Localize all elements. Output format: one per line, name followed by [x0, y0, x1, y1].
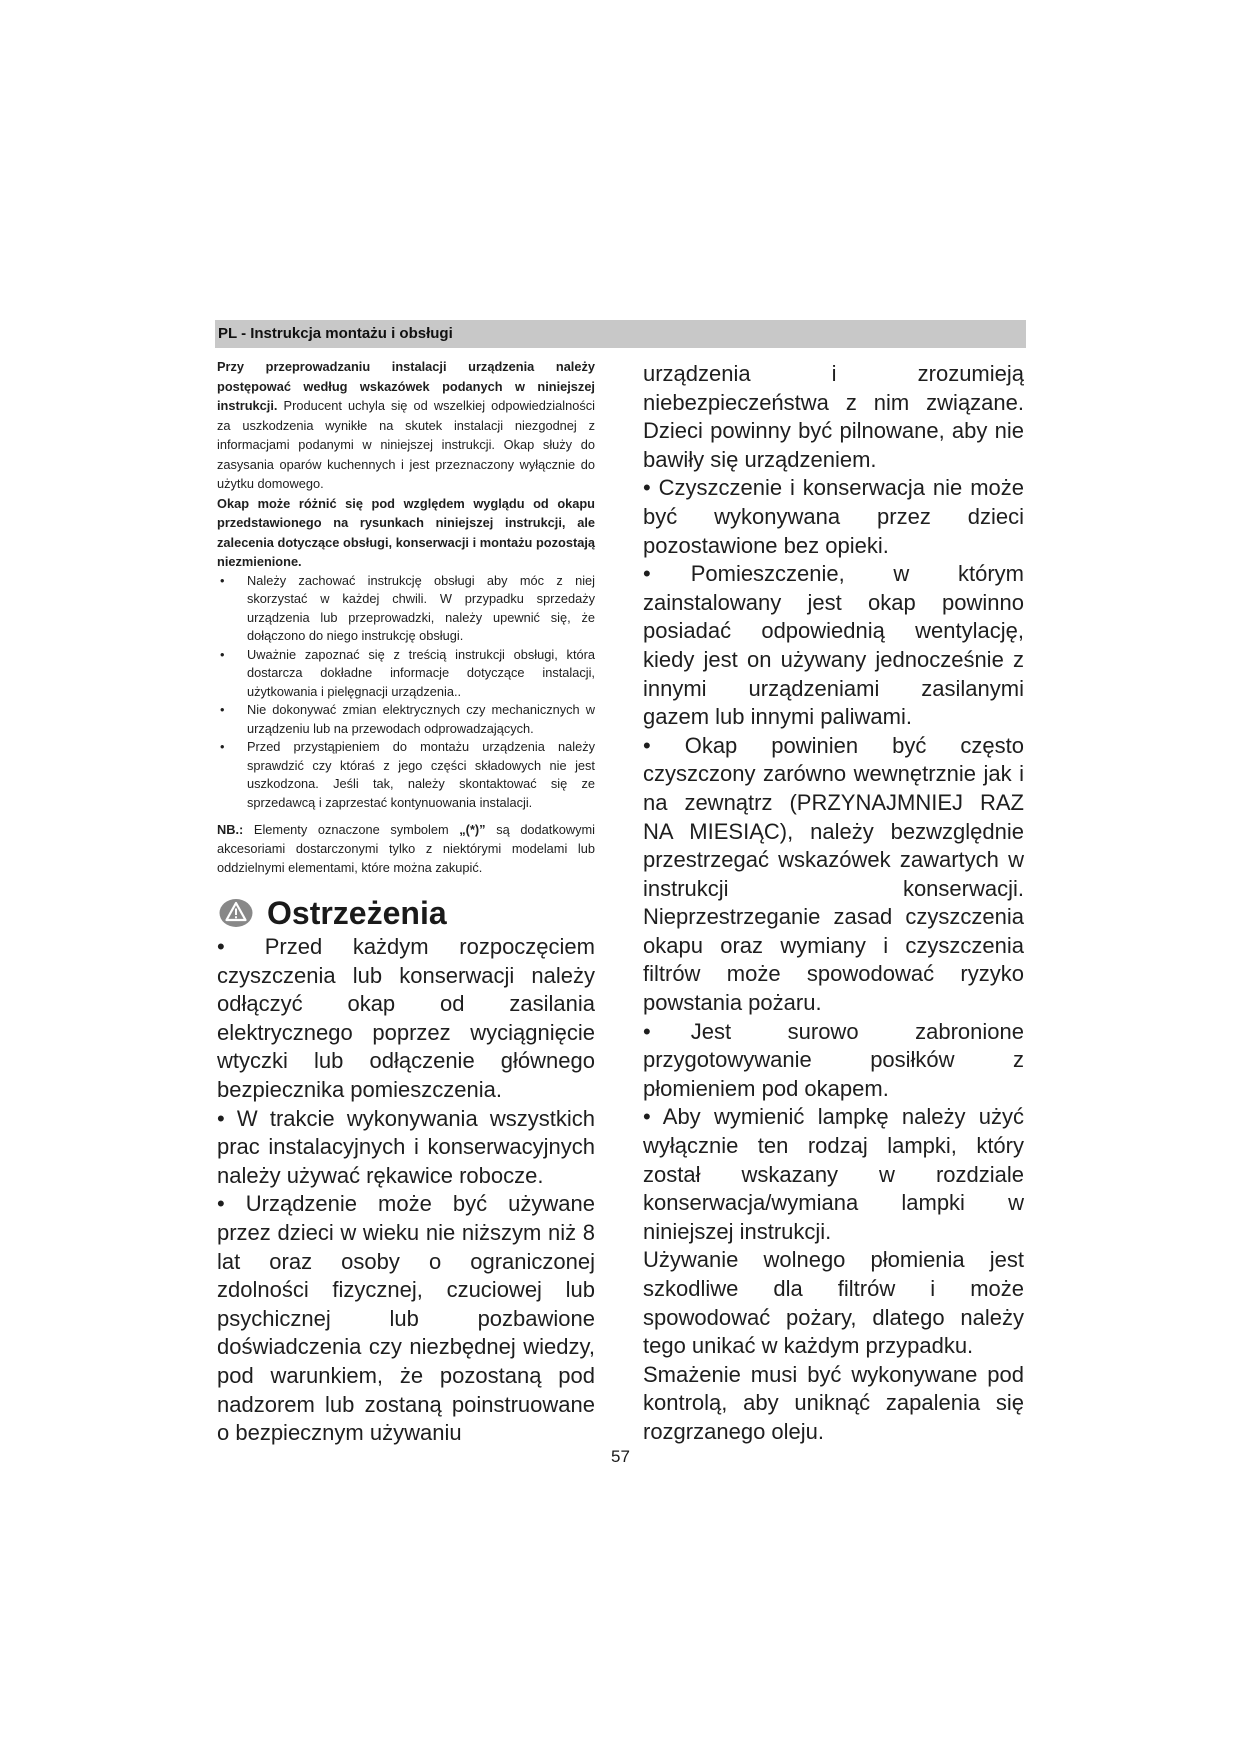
warning-paragraph: Używanie wolnego płomienia jest szkodliwe dla filtrów i może spowodować pożary, dlatego należy tego unikać w każdym przypadku.: [643, 1247, 1024, 1359]
page-number: 57: [611, 1447, 630, 1466]
right-column: [643, 360, 1024, 1447]
warning-paragraph: Smażenie musi być wykonywane pod kontrolą, aby uniknąć zapalenia się rozgrzanego oleju.: [643, 1361, 1024, 1444]
nb-note: NB.: Elementy oznaczone symbolem „(*)” są dodatkowymi akcesoriami dostarczonymi tylko z niektórymi modelami lub oddzielnymi elementami, które można zakupić.: [217, 822, 595, 875]
bullet-glyph: •: [220, 702, 225, 717]
bullet-glyph: •: [220, 646, 225, 662]
nb-label: NB.:: [217, 822, 244, 837]
bullet-glyph: •: [217, 934, 225, 959]
warnings-right-text: [643, 360, 1024, 1447]
list-item: • Przed przystąpieniem do montażu urządzenia należy sprawdzić czy któraś z jego części składowych nie jest uszkodzona. Jeśli tak, należy skontaktować się ze sprzedawcą i zaprzestać kontynuowania instalacji.: [220, 739, 595, 810]
intro-rest: Producent uchyla się od wszelkiej odpowiedzialności za uszkodzenia wynikłe na skutek instalacji niezgodnej z informacjami podanymi w niniejszej instrukcji. Okap służy do zasysania oparów kuchennych i jest przeznaczony wyłącznie do użytku domowego.: [217, 398, 595, 491]
bullet-glyph: •: [220, 739, 225, 754]
intro-paragraph: [217, 357, 595, 494]
warning-paragraph: • Urządzenie może być używane przez dzieci w wieku nie niższym niż 8 lat oraz osoby o ograniczonej zdolności fizycznej, czuciowej lub psychicznej lub pozbawione doświadczenia czy niezbędnej wiedzy, pod warunkiem, że pozostaną pod nadzorem lub zostaną poinstruowane o bezpiecznym używaniu: [217, 1191, 595, 1446]
warning-paragraph: • Pomieszczenie, w którym zainstalowany jest okap powinno posiadać odpowiednią wentylację, kiedy jest on używany jednocześnie z innymi urządzeniami zasilanymi gazem lub innymi paliwami.: [643, 561, 1024, 730]
bullet-glyph: •: [643, 1018, 651, 1044]
optional-symbol: „(*)”: [459, 822, 486, 837]
section-header-title: PL - Instrukcja montażu i obsługi: [218, 325, 453, 342]
warning-paragraph: • Czyszczenie i konserwacja nie może być wykonywana przez dzieci pozostawione bez opieki.: [643, 475, 1024, 558]
list-item: • Uważnie zapoznać się z treścią instrukcji obsługi, która dostarcza dokładne informacje dotyczące instalacji, użytkowania i pielęgnacji urządzenia..: [220, 646, 595, 699]
warning-paragraph: • Aby wymienić lampkę należy użyć wyłącznie ten rodzaj lampki, który został wskazany w rozdziale konserwacja/wymiana lampki w niniejszej instrukcji.: [643, 1104, 1024, 1244]
bullet-glyph: •: [643, 561, 651, 587]
warnings-heading: [217, 893, 595, 933]
warnings-title: Ostrzeżenia: [267, 895, 447, 931]
left-column: [217, 357, 595, 1448]
list-item: • Nie dokonywać zmian elektrycznych czy mechanicznych w urządzeniu lub na przewodach odprowadzających.: [220, 702, 595, 736]
intro-block: [217, 357, 595, 572]
warnings-left-text: [217, 933, 595, 1448]
list-item: • Należy zachować instrukcję obsługi aby móc z niej skorzystać w każdej chwili. W przypadku sprzedaży urządzenia lub przeprowadzki, należy upewnić się, że dołączono do niego instrukcję obsługi.: [220, 572, 595, 643]
warning-paragraph: • Okap powinien być często czyszczony zarówno wewnętrznie jak i na zewnątrz (PRZYNAJMNIEJ RAZ NA MIESIĄC), należy bezwzględnie przestrzegać wskazówek zawartych w instrukcji konserwacji. Nieprzestrzeganie zasad czyszczenia okapu oraz wymiany i czyszczenia filtrów może spowodować ryzyko powstania pożaru.: [643, 732, 1024, 1016]
section-header-bar: [215, 320, 1026, 348]
intro-bold: Przy przeprowadzaniu instalacji urządzenia należy postępować według wskazówek podanych w niniejszej instrukcji.: [217, 359, 595, 413]
instruction-list: [217, 572, 595, 813]
warning-paragraph: • Przed każdym rozpoczęciem czyszczenia lub konserwacji należy odłączyć okap od zasilania elektrycznego poprzez wyciągnięcie wtyczki lub odłączenie głównego bezpiecznika pomieszczenia.: [217, 934, 595, 1102]
warning-paragraph: • Jest surowo zabronione przygotowywanie posiłków z płomieniem pod okapem.: [643, 1018, 1024, 1101]
warning-icon: [219, 898, 253, 928]
bullet-glyph: •: [220, 572, 225, 588]
appearance-note: Okap może różnić się pod względem wyglądu od okapu przedstawionego na rysunkach niniejszej instrukcji, ale zalecenia dotyczące obsługi, konserwacji i montażu pozostają niezmienione.: [217, 495, 595, 569]
warning-paragraph: urządzenia i zrozumieją niebezpieczeństwa z nim związane. Dzieci powinny być pilnowane, aby nie bawiły się urządzeniem.: [643, 361, 1024, 472]
warning-paragraph: • W trakcie wykonywania wszystkich prac instalacyjnych i konserwacyjnych należy używać rękawice robocze.: [217, 1105, 595, 1188]
